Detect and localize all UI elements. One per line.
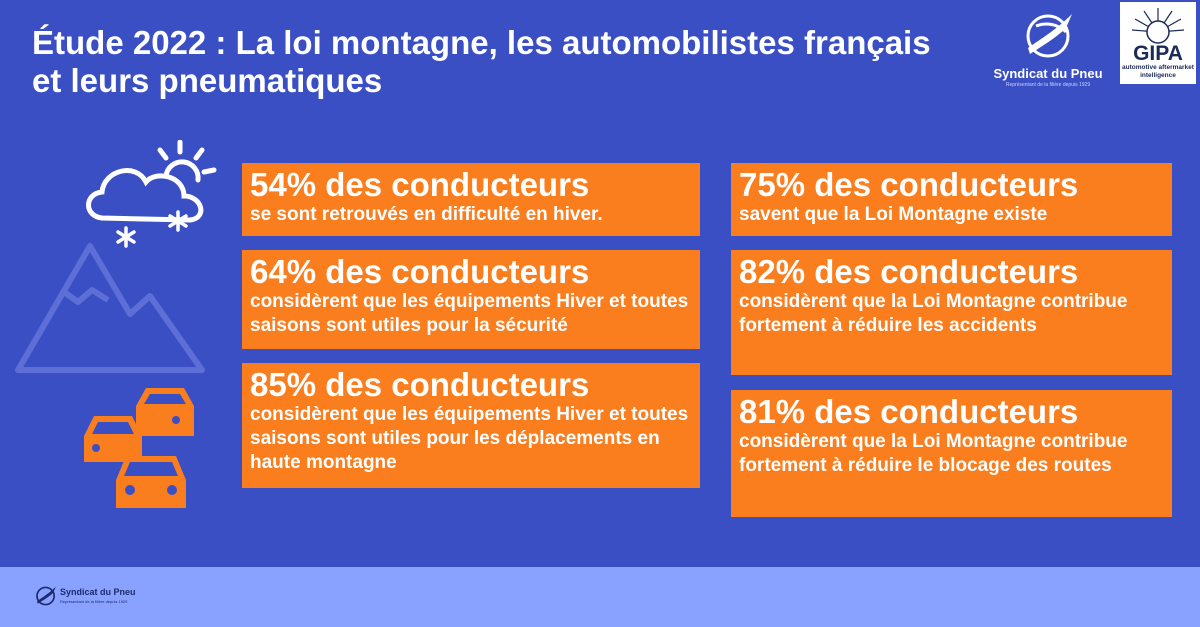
stat-body: considèrent que les équipements Hiver et toutes saisons sont utiles pour les déplacements en haute montagne xyxy=(250,404,689,473)
syndicat-logo-icon xyxy=(1022,8,1076,64)
syndicat-tagline: Représentant de la filière depuis 1929 xyxy=(1005,82,1091,88)
stat-head: 82% des conducteurs xyxy=(739,253,1079,290)
stat-box-82 xyxy=(731,250,1172,375)
gipa-logo-text: GIPA xyxy=(1133,42,1183,64)
footer-bar xyxy=(0,567,1200,627)
stat-body: se sont retrouvés en difficulté en hiver. xyxy=(250,204,603,225)
weather-snow-sun-icon xyxy=(80,140,230,250)
stat-body: considèrent que la Loi Montagne contribue fortement à réduire les accidents xyxy=(739,291,1128,336)
stat-head: 64% des conducteurs xyxy=(250,253,590,290)
footer-syndicat-name: Syndicat du Pneu xyxy=(60,587,136,597)
gipa-tagline: automotive aftermarket intelligence xyxy=(1122,64,1194,79)
stat-box-81 xyxy=(731,390,1172,517)
footer-syndicat-tagline: Représentant de la filière depuis 1929 xyxy=(60,599,128,604)
stat-body: considèrent que les équipements Hiver et toutes saisons sont utiles pour la sécurité xyxy=(250,291,689,336)
stat-box-75 xyxy=(731,163,1172,236)
stat-box-64 xyxy=(242,250,700,349)
mountain-icon xyxy=(12,240,208,376)
stat-head: 85% des conducteurs xyxy=(250,366,590,403)
cars-traffic-icon xyxy=(76,384,206,516)
stat-body: considèrent que la Loi Montagne contribue fortement à réduire le blocage des routes xyxy=(739,431,1128,476)
stat-head: 75% des conducteurs xyxy=(739,166,1079,203)
stat-head: 81% des conducteurs xyxy=(739,393,1079,430)
stat-box-54 xyxy=(242,163,700,236)
syndicat-du-pneu-logo xyxy=(990,8,1106,90)
syndicat-name: Syndicat du Pneu xyxy=(993,66,1103,81)
gipa-logo xyxy=(1120,2,1196,84)
stat-body: savent que la Loi Montagne existe xyxy=(739,204,1048,225)
stat-box-85 xyxy=(242,363,700,488)
page-title: Étude 2022 : La loi montagne, les automobilistes français et leurs pneumatiques xyxy=(32,24,931,99)
footer-syndicat-logo-icon xyxy=(34,584,58,608)
gipa-logo-icon xyxy=(1120,2,1196,64)
stat-head: 54% des conducteurs xyxy=(250,166,590,203)
